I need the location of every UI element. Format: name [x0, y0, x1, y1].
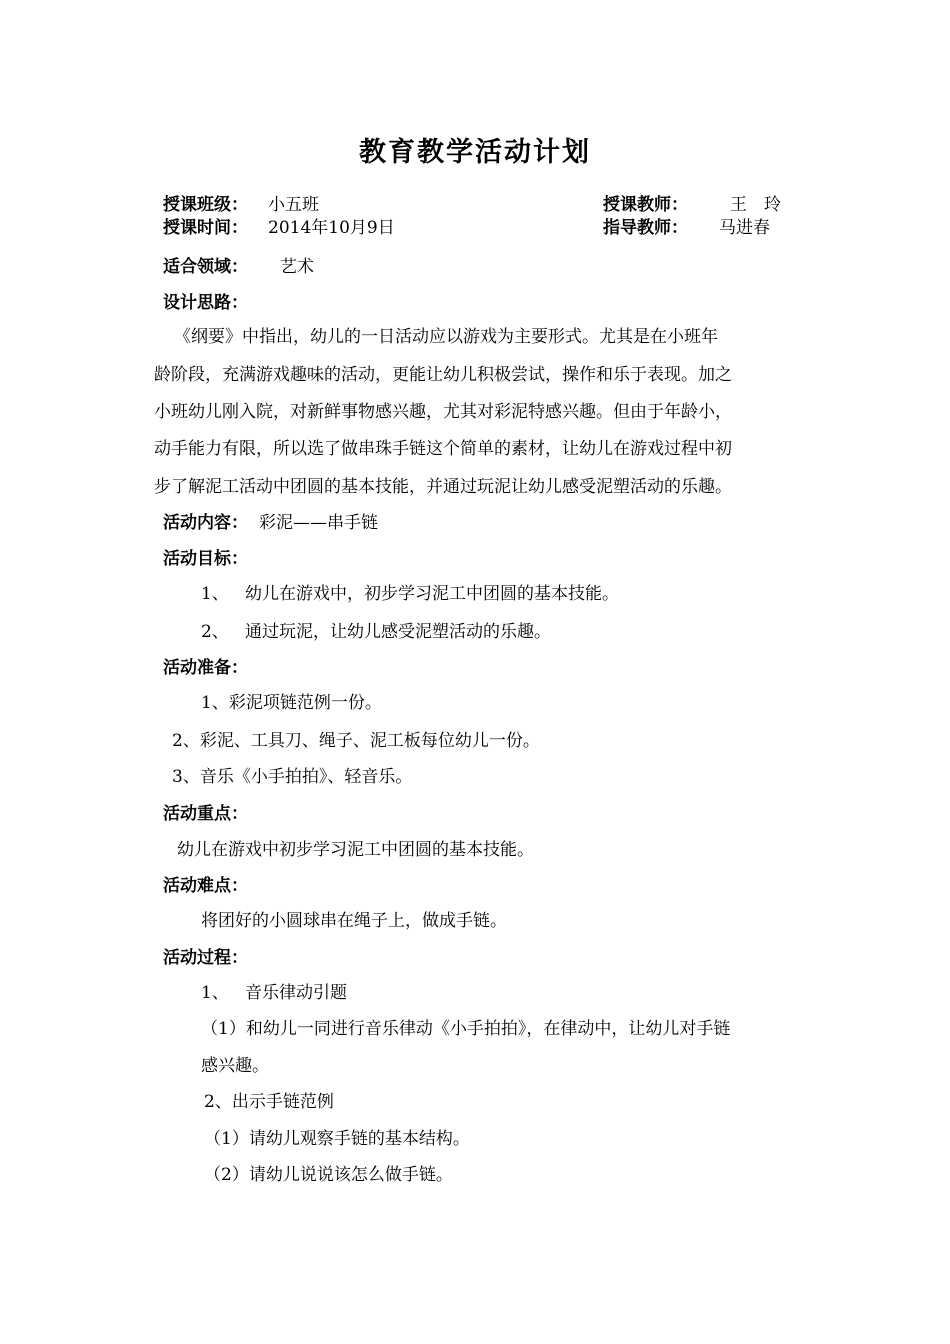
- step-title: 2、出示手链范例: [204, 1092, 334, 1112]
- design-line: 步了解泥工活动中团圆的基本技能，并通过玩泥让幼儿感受泥塑活动的乐趣。: [154, 477, 732, 497]
- teacher-label: 授课教师：: [603, 195, 688, 215]
- content-heading: 活动内容：: [163, 513, 248, 533]
- step-detail: （1）和幼儿一同进行音乐律动《小手拍拍》，在律动中，让幼儿对手链: [201, 1019, 731, 1039]
- process-heading: 活动过程：: [163, 948, 248, 968]
- date-label: 授课时间：: [163, 218, 248, 238]
- key-text: 幼儿在游戏中初步学习泥工中团圆的基本技能。: [177, 840, 534, 860]
- step-detail: 感兴趣。: [201, 1056, 269, 1076]
- advisor-value: 马进春: [719, 218, 770, 238]
- goals-heading: 活动目标：: [163, 549, 248, 569]
- prep-item: 2、彩泥、工具刀、绳子、泥工板每位幼儿一份。: [172, 731, 540, 751]
- advisor-label: 指导教师：: [603, 218, 688, 238]
- page-title: 教育教学活动计划: [359, 137, 591, 168]
- step-title: 音乐律动引题: [245, 983, 347, 1003]
- difficulty-heading: 活动难点：: [163, 876, 248, 896]
- goal-number: 2、: [201, 622, 229, 642]
- design-line: 《纲要》中指出，幼儿的一日活动应以游戏为主要形式。尤其是在小班年: [174, 327, 718, 347]
- design-line: 小班幼儿刚入院，对新鲜事物感兴趣，尤其对彩泥特感兴趣。但由于年龄小，: [154, 402, 732, 422]
- step-number: 1、: [201, 983, 229, 1003]
- content-value: 彩泥——串手链: [259, 513, 378, 533]
- class-value: 小五班: [268, 195, 319, 215]
- design-heading: 设计思路：: [163, 293, 248, 313]
- step-detail: （1）请幼儿观察手链的基本结构。: [204, 1129, 470, 1149]
- goal-text: 通过玩泥，让幼儿感受泥塑活动的乐趣。: [245, 622, 551, 642]
- key-heading: 活动重点：: [163, 804, 248, 824]
- domain-label: 适合领域：: [163, 257, 248, 277]
- goal-text: 幼儿在游戏中，初步学习泥工中团圆的基本技能。: [245, 584, 619, 604]
- step-detail: （2）请幼儿说说该怎么做手链。: [204, 1165, 453, 1185]
- design-line: 动手能力有限，所以选了做串珠手链这个简单的素材，让幼儿在游戏过程中初: [154, 439, 732, 459]
- difficulty-text: 将团好的小圆球串在绳子上，做成手链。: [201, 911, 507, 931]
- prep-item: 1、彩泥项链范例一份。: [201, 693, 382, 713]
- teacher-value: 王 玲: [730, 195, 781, 215]
- design-line: 龄阶段，充满游戏趣味的活动，更能让幼儿积极尝试，操作和乐于表现。加之: [154, 365, 732, 385]
- domain-value: 艺术: [280, 257, 314, 277]
- class-label: 授课班级：: [163, 195, 248, 215]
- prep-heading: 活动准备：: [163, 658, 248, 678]
- date-value: 2014年10月9日: [268, 218, 395, 238]
- goal-number: 1、: [201, 584, 229, 604]
- prep-item: 3、音乐《小手拍拍》、轻音乐。: [172, 767, 413, 787]
